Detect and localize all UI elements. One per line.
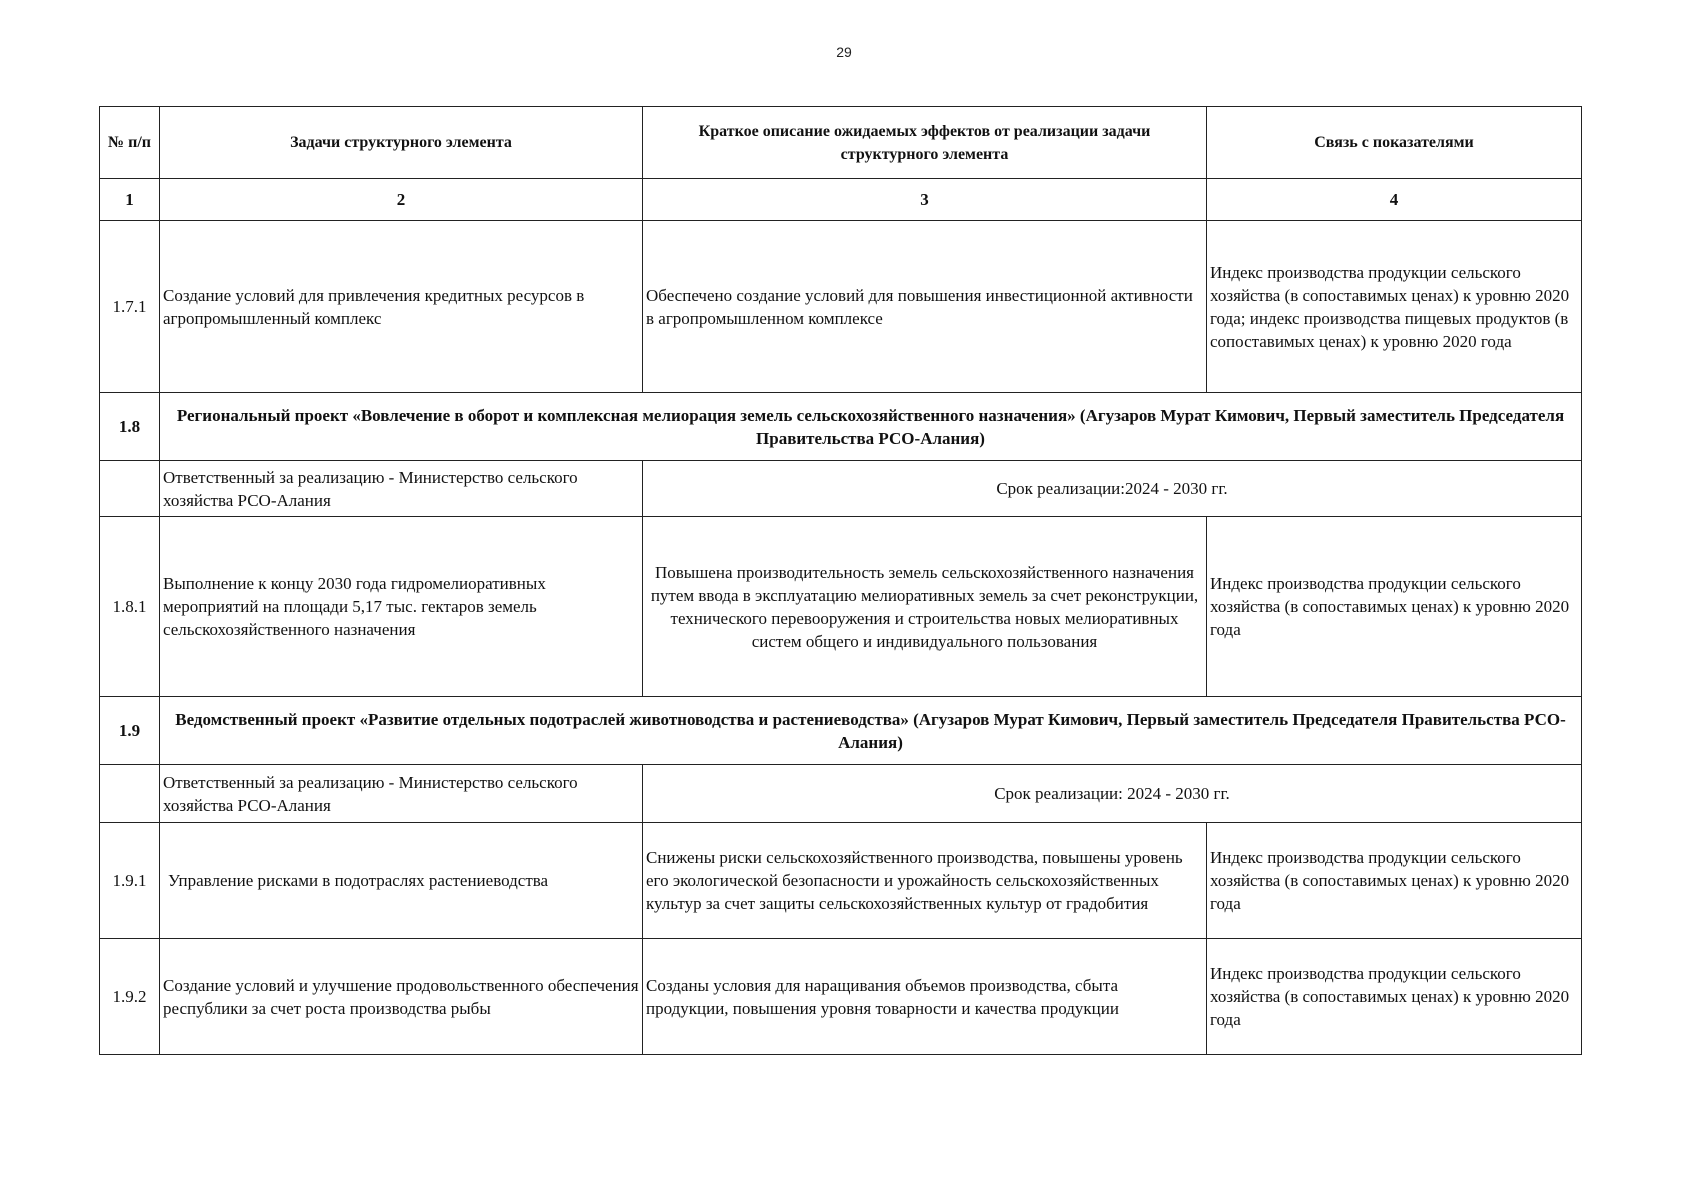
effect-cell: Снижены риски сельскохозяйственного производства, повышены уровень его экологической безопасности и урожайность сельскохозяйственных культур за счет защиты сельскохозяйственных культур от градобития <box>643 823 1207 939</box>
header-effect: Краткое описание ожидаемых эффектов от реализации задачи структурного элемента <box>643 107 1207 179</box>
task-cell: Управление рисками в подотраслях растениеводства <box>160 823 643 939</box>
project-row <box>100 697 1582 765</box>
header-indicators: Связь с показателями <box>1207 107 1582 179</box>
column-number-2: 2 <box>160 179 643 221</box>
table-row <box>100 517 1582 697</box>
indicator-cell: Индекс производства продукции сельского хозяйства (в сопоставимых ценах) к уровню 2020 года; индекс производства пищевых продуктов (в сопоставимых ценах) к уровню 2020 года <box>1207 221 1582 393</box>
column-numbers-row <box>100 179 1582 221</box>
period-cell: Срок реализации:2024 - 2030 гг. <box>643 461 1582 517</box>
column-number-3: 3 <box>643 179 1207 221</box>
structural-elements-table <box>99 106 1582 1055</box>
header-task: Задачи структурного элемента <box>160 107 643 179</box>
indicator-cell: Индекс производства продукции сельского хозяйства (в сопоставимых ценах) к уровню 2020 года <box>1207 939 1582 1055</box>
period-cell: Срок реализации: 2024 - 2030 гг. <box>643 765 1582 823</box>
table-row <box>100 939 1582 1055</box>
project-row <box>100 393 1582 461</box>
effect-cell: Повышена производительность земель сельскохозяйственного назначения путем ввода в эксплуатацию мелиоративных земель за счет реконструкции, технического перевооружения и строительства новых мелиоративных систем общего и индивидуального пользования <box>643 517 1207 697</box>
column-number-4: 4 <box>1207 179 1582 221</box>
row-number: 1.8.1 <box>100 517 160 697</box>
project-meta-row <box>100 461 1582 517</box>
table-row <box>100 221 1582 393</box>
table-header-row <box>100 107 1582 179</box>
indicator-cell: Индекс производства продукции сельского хозяйства (в сопоставимых ценах) к уровню 2020 года <box>1207 517 1582 697</box>
project-meta-row <box>100 765 1582 823</box>
row-number: 1.7.1 <box>100 221 160 393</box>
row-number: 1.9.1 <box>100 823 160 939</box>
task-cell: Создание условий и улучшение продовольственного обеспечения республики за счет роста производства рыбы <box>160 939 643 1055</box>
task-cell: Выполнение к концу 2030 года гидромелиоративных мероприятий на площади 5,17 тыс. гектаров земель сельскохозяйственного назначения <box>160 517 643 697</box>
project-number: 1.8 <box>100 393 160 461</box>
responsible-cell: Ответственный за реализацию - Министерство сельского хозяйства РСО-Алания <box>160 461 643 517</box>
task-cell: Создание условий для привлечения кредитных ресурсов в агропромышленный комплекс <box>160 221 643 393</box>
project-title: Ведомственный проект «Развитие отдельных подотраслей животноводства и растениеводства» (Агузаров Мурат Кимович, Первый заместитель Председателя Правительства РСО-Алания) <box>160 697 1582 765</box>
effect-cell: Обеспечено создание условий для повышения инвестиционной активности в агропромышленном комплексе <box>643 221 1207 393</box>
project-title: Региональный проект «Вовлечение в оборот и комплексная мелиорация земель сельскохозяйственного назначения» (Агузаров Мурат Кимович, Первый заместитель Председателя Правительства РСО-Алания) <box>160 393 1582 461</box>
effect-cell: Созданы условия для наращивания объемов производства, сбыта продукции, повышения уровня товарности и качества продукции <box>643 939 1207 1055</box>
column-number-1: 1 <box>100 179 160 221</box>
empty-cell <box>100 765 160 823</box>
responsible-cell: Ответственный за реализацию - Министерство сельского хозяйства РСО-Алания <box>160 765 643 823</box>
project-number: 1.9 <box>100 697 160 765</box>
indicator-cell: Индекс производства продукции сельского хозяйства (в сопоставимых ценах) к уровню 2020 года <box>1207 823 1582 939</box>
table-row <box>100 823 1582 939</box>
row-number: 1.9.2 <box>100 939 160 1055</box>
header-number: № п/п <box>100 107 160 179</box>
empty-cell <box>100 461 160 517</box>
page-number: 29 <box>836 44 852 60</box>
